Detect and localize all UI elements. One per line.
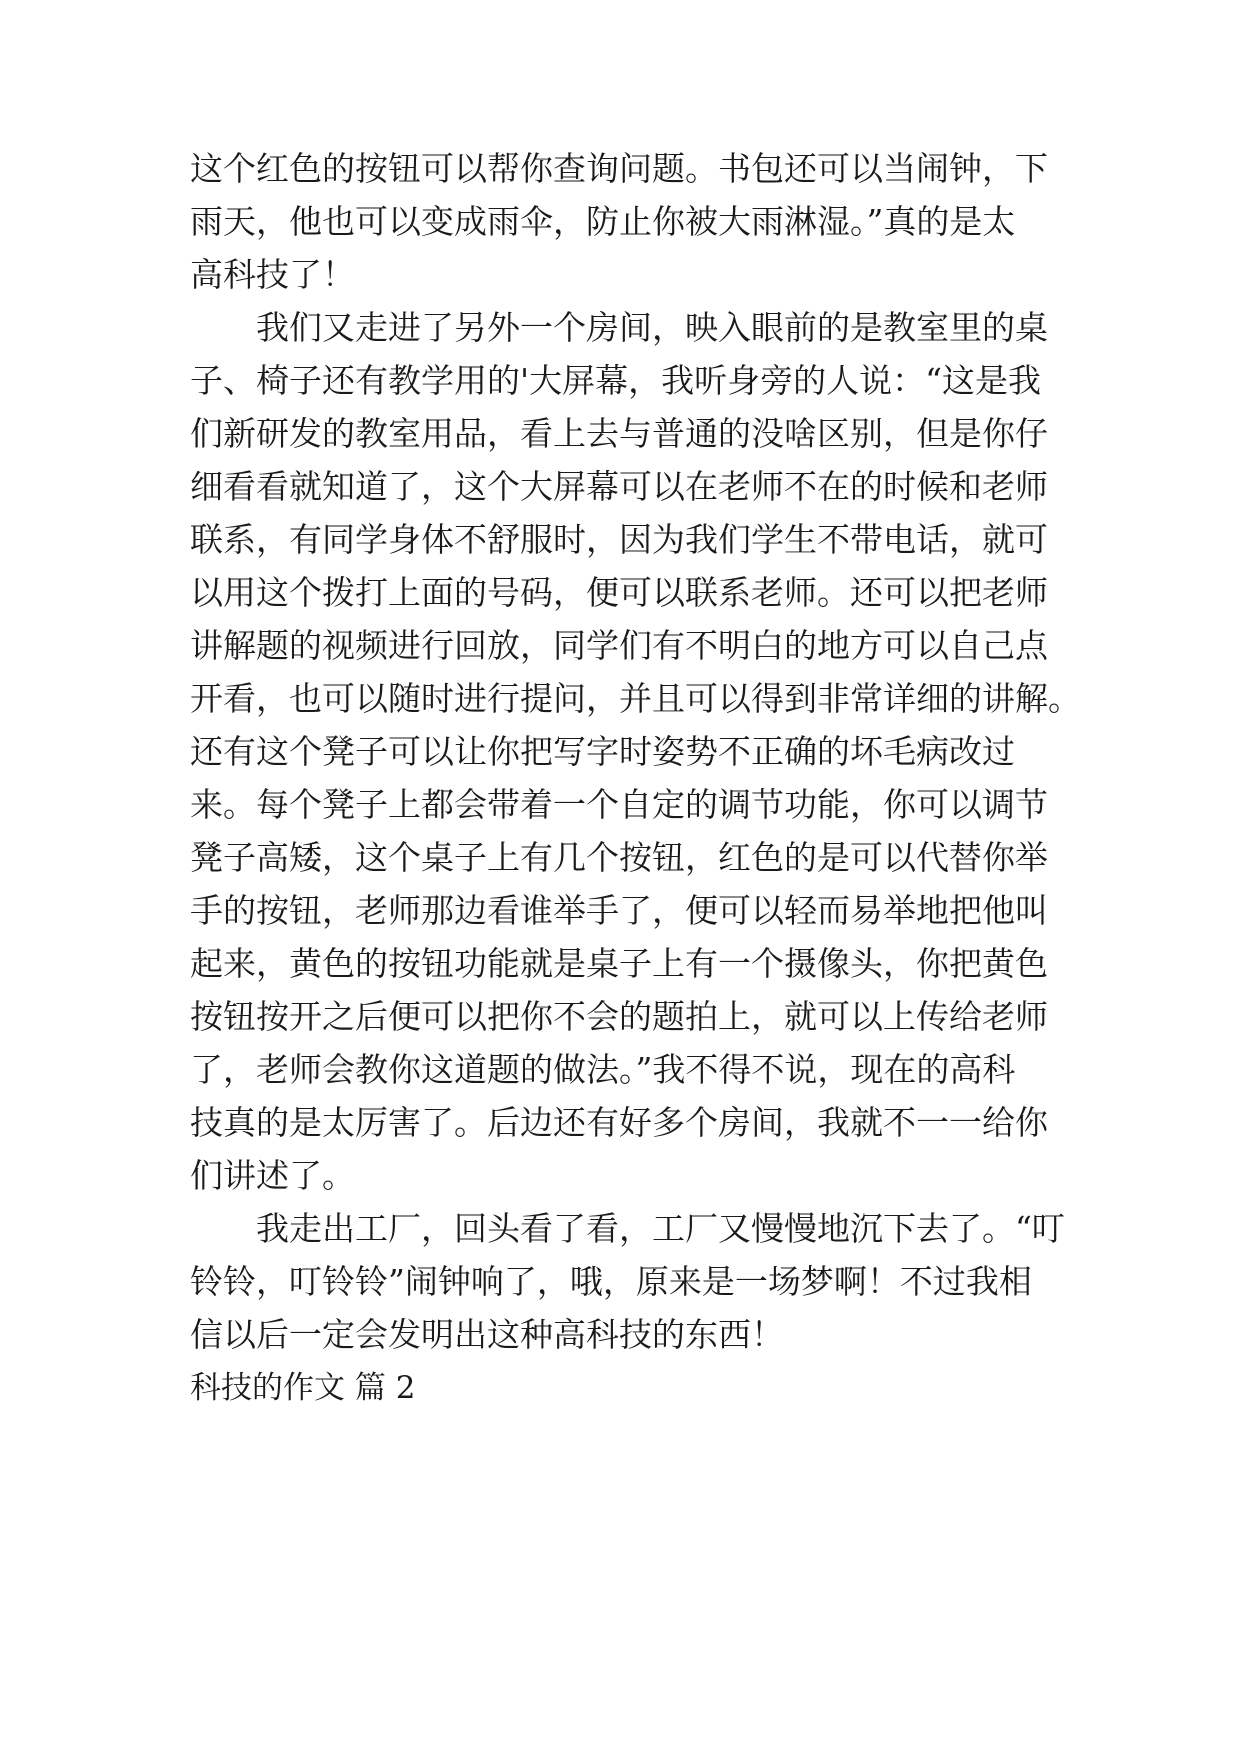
text-line: 们讲述了。	[190, 1156, 355, 1195]
paragraph-first-line: 我们又走进了另外一个房间，映入眼前的是教室里的桌	[256, 308, 1048, 347]
text-line: 雨天，他也可以变成雨伞，防止你被大雨淋湿。”真的是太	[190, 202, 1016, 241]
text-line: 凳子高矮，这个桌子上有几个按钮，红色的是可以代替你举	[190, 838, 1048, 877]
text-line: 联系，有同学身体不舒服时，因为我们学生不带电话，就可	[190, 520, 1048, 559]
text-line: 按钮按开之后便可以把你不会的题拍上，就可以上传给老师	[190, 997, 1048, 1036]
text-line: 开看，也可以随时进行提问，并且可以得到非常详细的讲解。	[190, 679, 1081, 718]
text-line: 了，老师会教你这道题的做法。”我不得不说，现在的高科	[190, 1050, 1016, 1089]
text-line: 信以后一定会发明出这种高科技的东西！	[190, 1315, 784, 1354]
text-line: 来。每个凳子上都会带着一个自定的调节功能，你可以调节	[190, 785, 1048, 824]
paragraph-first-line: 我走出工厂，回头看了看，工厂又慢慢地沉下去了。“叮	[256, 1209, 1065, 1248]
text-line: 细看看就知道了，这个大屏幕可以在老师不在的时候和老师	[190, 467, 1048, 506]
text-line: 起来，黄色的按钮功能就是桌子上有一个摄像头，你把黄色	[190, 944, 1048, 983]
text-line: 还有这个凳子可以让你把写字时姿势不正确的坏毛病改过	[190, 732, 1015, 771]
text-line: 以用这个拨打上面的号码，便可以联系老师。还可以把老师	[190, 573, 1048, 612]
text-line: 这个红色的按钮可以帮你查询问题。书包还可以当闹钟，下	[190, 149, 1048, 188]
text-line: 铃铃，叮铃铃”闹钟响了，哦，原来是一场梦啊！不过我相	[190, 1262, 1032, 1301]
text-line: 技真的是太厉害了。后边还有好多个房间，我就不一一给你	[190, 1103, 1048, 1142]
text-line: 讲解题的视频进行回放，同学们有不明白的地方可以自己点	[190, 626, 1048, 665]
section-heading: 科技的作文 篇 2	[190, 1370, 416, 1406]
text-line: 高科技了！	[190, 255, 355, 294]
text-line: 手的按钮，老师那边看谁举手了，便可以轻而易举地把他叫	[190, 891, 1048, 930]
text-line: 们新研发的教室用品，看上去与普通的没啥区别，但是你仔	[190, 414, 1048, 453]
text-line: 子、椅子还有教学用的'大屏幕，我听身旁的人说：“这是我	[190, 361, 1041, 400]
